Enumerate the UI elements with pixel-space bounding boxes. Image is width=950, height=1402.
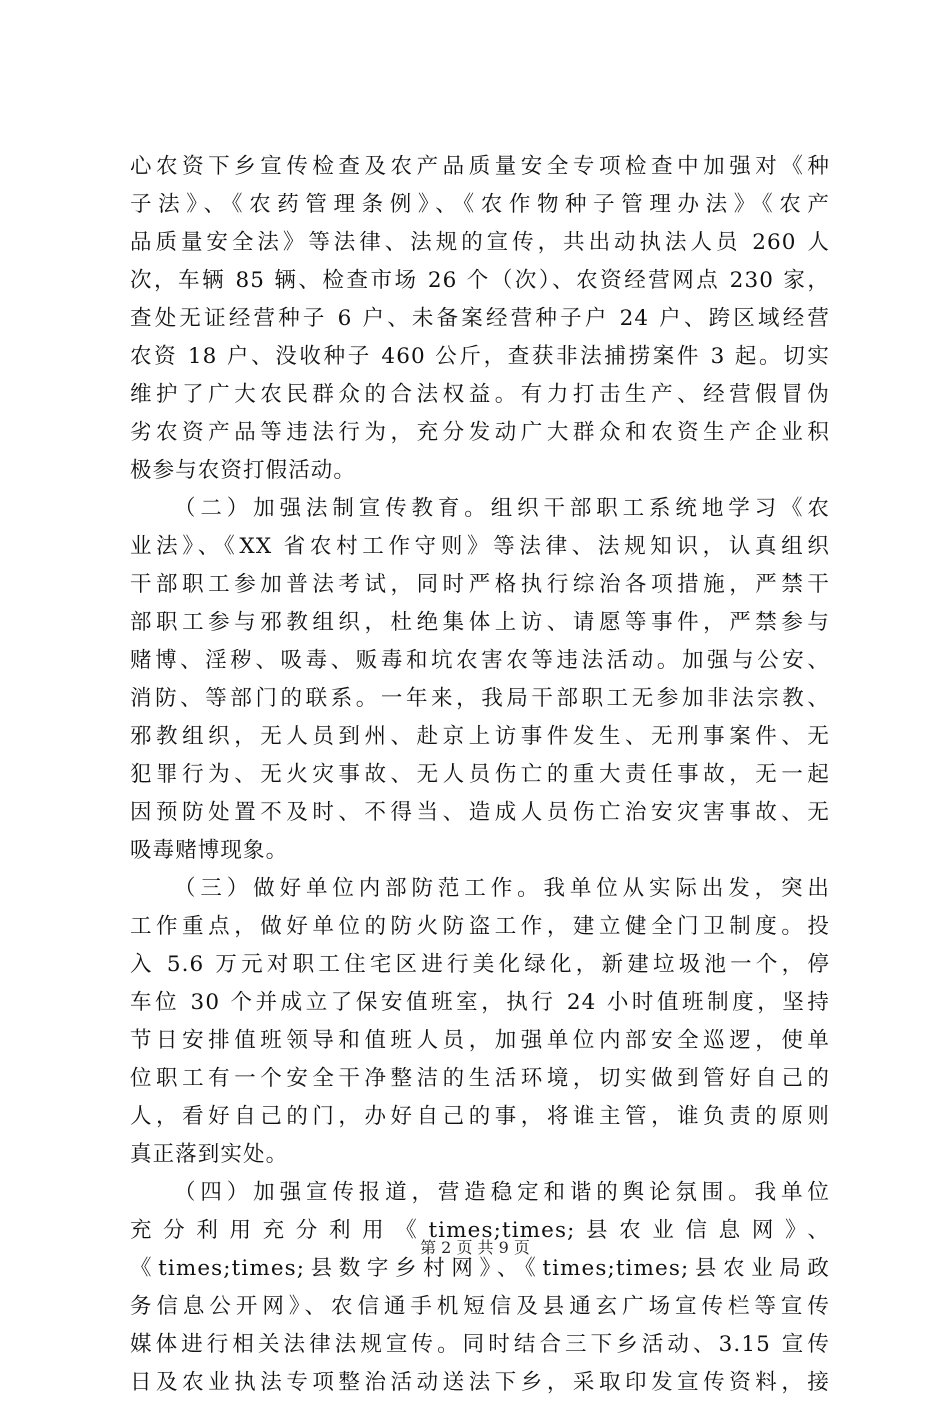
text-line: 节日安排值班领导和值班人员，加强单位内部安全巡逻，使单 (130, 1028, 830, 1053)
text-line: 吸毒赌博现象。 (130, 838, 289, 863)
text-line: 干部职工参加普法考试，同时严格执行综治各项措施，严禁干 (130, 572, 830, 597)
text-line: 次，车辆 85 辆、检查市场 26 个（次）、农资经营网点 230 家， (130, 268, 830, 293)
text-line: 务信息公开网》、农信通手机短信及县通玄广场宣传栏等宣传 (130, 1294, 830, 1319)
text-line: 日及农业执法专项整治活动送法下乡，采取印发宣传资料，接 (130, 1370, 830, 1395)
text-line: 部职工参与邪教组织，杜绝集体上访、请愿等事件，严禁参与 (130, 610, 830, 635)
text-line: 真正落到实处。 (130, 1142, 289, 1167)
text-line: 赌博、淫秽、吸毒、贩毒和坑农害农等违法活动。加强与公安、 (130, 648, 830, 673)
text-line: 心农资下乡宣传检查及农产品质量安全专项检查中加强对《种 (130, 154, 830, 179)
text-line: 入 5.6 万元对职工住宅区进行美化绿化，新建垃圾池一个，停 (130, 952, 830, 977)
paragraph-heading-line: （三）做好单位内部防范工作。我单位从实际出发，突出 (174, 876, 830, 901)
text-line: 业法》、《XX 省农村工作守则》等法律、法规知识，认真组织 (130, 534, 830, 559)
text-line: 极参与农资打假活动。 (130, 458, 357, 483)
page-number-footer: 第 2 页 共 9 页 (420, 1238, 530, 1257)
text-line: 《times;times;县数字乡村网》、《times;times;县农业局政 (130, 1256, 830, 1281)
text-line: 人，看好自己的门，办好自己的事，将谁主管，谁负责的原则 (130, 1104, 830, 1129)
text-line: 农资 18 户、没收种子 460 公斤，查获非法捕捞案件 3 起。切实 (130, 344, 830, 369)
paragraph-heading-line: （二）加强法制宣传教育。组织干部职工系统地学习《农 (174, 496, 830, 521)
paragraph-heading-line: （四）加强宣传报道，营造稳定和谐的舆论氛围。我单位 (174, 1180, 830, 1205)
text-line: 媒体进行相关法律法规宣传。同时结合三下乡活动、3.15 宣传 (130, 1332, 830, 1357)
text-line: 车位 30 个并成立了保安值班室，执行 24 小时值班制度，坚持 (130, 990, 830, 1015)
text-line: 查处无证经营种子 6 户、未备案经营种子户 24 户、跨区域经营 (130, 306, 830, 331)
document-body (130, 148, 830, 1402)
text-line: 子法》、《农药管理条例》、《农作物种子管理办法》《农产 (130, 192, 830, 217)
text-line: 位职工有一个安全干净整洁的生活环境，切实做到管好自己的 (130, 1066, 830, 1091)
text-line: 犯罪行为、无火灾事故、无人员伤亡的重大责任事故，无一起 (130, 762, 830, 787)
text-line: 邪教组织，无人员到州、赴京上访事件发生、无刑事案件、无 (130, 724, 830, 749)
text-line: 品质量安全法》等法律、法规的宣传，共出动执法人员 260 人 (130, 230, 830, 255)
text-line: 工作重点，做好单位的防火防盗工作，建立健全门卫制度。投 (130, 914, 830, 939)
text-line: 劣农资产品等违法行为，充分发动广大群众和农资生产企业积 (130, 420, 830, 445)
text-line: 维护了广大农民群众的合法权益。有力打击生产、经营假冒伪 (130, 382, 830, 407)
text-line: 因预防处置不及时、不得当、造成人员伤亡治安灾害事故、无 (130, 800, 830, 825)
text-line: 消防、等部门的联系。一年来，我局干部职工无参加非法宗教、 (130, 686, 830, 711)
text-line: 充分利用充分利用《times;times;县农业信息网》、 (130, 1218, 830, 1243)
